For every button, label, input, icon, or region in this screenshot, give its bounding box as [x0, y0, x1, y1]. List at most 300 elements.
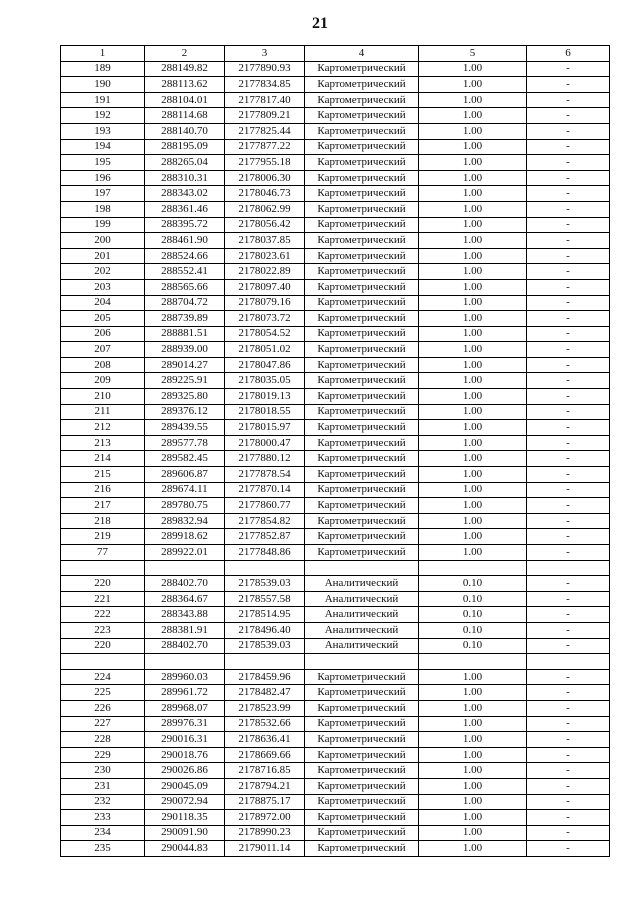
method-cell: Картометрический [305, 794, 419, 810]
point-number-cell: 215 [61, 467, 145, 483]
empty-cell [305, 654, 419, 670]
method-cell: Картометрический [305, 841, 419, 857]
method-cell: Картометрический [305, 139, 419, 155]
accuracy-cell: 1.00 [419, 716, 527, 732]
x-coordinate-cell: 288461.90 [145, 233, 225, 249]
point-number-cell: 233 [61, 810, 145, 826]
method-cell: Картометрический [305, 685, 419, 701]
point-number-cell: 229 [61, 747, 145, 763]
empty-cell [305, 560, 419, 576]
x-coordinate-cell: 288881.51 [145, 326, 225, 342]
y-coordinate-cell: 2178035.05 [225, 373, 305, 389]
accuracy-cell: 1.00 [419, 170, 527, 186]
x-coordinate-cell: 289606.87 [145, 467, 225, 483]
table-row [61, 217, 610, 233]
table-row [61, 794, 610, 810]
point-number-cell: 214 [61, 451, 145, 467]
method-cell: Картометрический [305, 716, 419, 732]
note-cell: - [527, 451, 610, 467]
point-number-cell: 202 [61, 264, 145, 280]
method-cell: Картометрический [305, 810, 419, 826]
table-row [61, 545, 610, 561]
point-number-cell: 231 [61, 778, 145, 794]
note-cell: - [527, 420, 610, 436]
method-cell: Картометрический [305, 170, 419, 186]
x-coordinate-cell: 288552.41 [145, 264, 225, 280]
note-cell: - [527, 170, 610, 186]
accuracy-cell: 1.00 [419, 233, 527, 249]
accuracy-cell: 1.00 [419, 342, 527, 358]
x-coordinate-cell: 288524.66 [145, 248, 225, 264]
x-coordinate-cell: 289976.31 [145, 716, 225, 732]
empty-cell [419, 560, 527, 576]
note-cell: - [527, 139, 610, 155]
accuracy-cell: 1.00 [419, 778, 527, 794]
table-row [61, 248, 610, 264]
accuracy-cell: 1.00 [419, 732, 527, 748]
x-coordinate-cell: 288265.04 [145, 155, 225, 171]
table-row [61, 279, 610, 295]
note-cell: - [527, 669, 610, 685]
x-coordinate-cell: 289014.27 [145, 357, 225, 373]
x-coordinate-cell: 289922.01 [145, 545, 225, 561]
x-coordinate-cell: 289582.45 [145, 451, 225, 467]
x-coordinate-cell: 290018.76 [145, 747, 225, 763]
table-row [61, 170, 610, 186]
note-cell: - [527, 201, 610, 217]
method-cell: Картометрический [305, 311, 419, 327]
accuracy-cell: 1.00 [419, 669, 527, 685]
y-coordinate-cell: 2178047.86 [225, 357, 305, 373]
accuracy-cell: 1.00 [419, 404, 527, 420]
point-number-cell: 230 [61, 763, 145, 779]
accuracy-cell: 0.10 [419, 622, 527, 638]
accuracy-cell: 1.00 [419, 513, 527, 529]
y-coordinate-cell: 2178539.03 [225, 638, 305, 654]
table-row [61, 732, 610, 748]
y-coordinate-cell: 2177860.77 [225, 498, 305, 514]
method-cell: Картометрический [305, 747, 419, 763]
table-row [61, 638, 610, 654]
method-cell: Картометрический [305, 295, 419, 311]
table-row [61, 389, 610, 405]
method-cell: Картометрический [305, 279, 419, 295]
point-number-cell: 223 [61, 622, 145, 638]
note-cell: - [527, 576, 610, 592]
accuracy-cell: 1.00 [419, 794, 527, 810]
table-row [61, 747, 610, 763]
empty-cell [527, 560, 610, 576]
table-row [61, 716, 610, 732]
table-row [61, 264, 610, 280]
method-cell: Картометрический [305, 529, 419, 545]
y-coordinate-cell: 2178459.96 [225, 669, 305, 685]
note-cell: - [527, 77, 610, 93]
note-cell: - [527, 841, 610, 857]
y-coordinate-cell: 2178015.97 [225, 420, 305, 436]
accuracy-cell: 0.10 [419, 607, 527, 623]
note-cell: - [527, 482, 610, 498]
method-cell: Картометрический [305, 92, 419, 108]
point-number-cell: 196 [61, 170, 145, 186]
x-coordinate-cell: 289780.75 [145, 498, 225, 514]
accuracy-cell: 1.00 [419, 326, 527, 342]
y-coordinate-cell: 2178514.95 [225, 607, 305, 623]
page-number: 21 [312, 15, 328, 32]
y-coordinate-cell: 2178669.66 [225, 747, 305, 763]
table-header-row [61, 46, 610, 62]
note-cell: - [527, 342, 610, 358]
method-cell: Картометрический [305, 373, 419, 389]
y-coordinate-cell: 2177825.44 [225, 123, 305, 139]
y-coordinate-cell: 2178073.72 [225, 311, 305, 327]
empty-cell [225, 654, 305, 670]
method-cell: Аналитический [305, 638, 419, 654]
note-cell: - [527, 732, 610, 748]
point-number-cell: 206 [61, 326, 145, 342]
x-coordinate-cell: 289968.07 [145, 700, 225, 716]
note-cell: - [527, 685, 610, 701]
x-coordinate-cell: 290118.35 [145, 810, 225, 826]
table-row [61, 669, 610, 685]
point-number-cell: 195 [61, 155, 145, 171]
method-cell: Картометрический [305, 498, 419, 514]
note-cell: - [527, 763, 610, 779]
method-cell: Картометрический [305, 155, 419, 171]
accuracy-cell: 1.00 [419, 279, 527, 295]
point-number-cell: 209 [61, 373, 145, 389]
y-coordinate-cell: 2178019.13 [225, 389, 305, 405]
note-cell: - [527, 825, 610, 841]
accuracy-cell: 1.00 [419, 92, 527, 108]
x-coordinate-cell: 289961.72 [145, 685, 225, 701]
table-row [61, 467, 610, 483]
x-coordinate-cell: 289918.62 [145, 529, 225, 545]
x-coordinate-cell: 288939.00 [145, 342, 225, 358]
x-coordinate-cell: 288361.46 [145, 201, 225, 217]
column-header: 3 [225, 46, 305, 62]
method-cell: Картометрический [305, 669, 419, 685]
accuracy-cell: 1.00 [419, 498, 527, 514]
table-row [61, 201, 610, 217]
y-coordinate-cell: 2177809.21 [225, 108, 305, 124]
point-number-cell: 222 [61, 607, 145, 623]
accuracy-cell: 1.00 [419, 264, 527, 280]
note-cell: - [527, 311, 610, 327]
method-cell: Аналитический [305, 576, 419, 592]
method-cell: Аналитический [305, 607, 419, 623]
accuracy-cell: 1.00 [419, 155, 527, 171]
note-cell: - [527, 264, 610, 280]
note-cell: - [527, 373, 610, 389]
column-header: 4 [305, 46, 419, 62]
y-coordinate-cell: 2177854.82 [225, 513, 305, 529]
accuracy-cell: 1.00 [419, 529, 527, 545]
method-cell: Картометрический [305, 825, 419, 841]
note-cell: - [527, 295, 610, 311]
method-cell: Картометрический [305, 123, 419, 139]
table-row [61, 311, 610, 327]
point-number-cell: 208 [61, 357, 145, 373]
y-coordinate-cell: 2178051.02 [225, 342, 305, 358]
table-row [61, 155, 610, 171]
x-coordinate-cell: 290045.09 [145, 778, 225, 794]
note-cell: - [527, 467, 610, 483]
method-cell: Картометрический [305, 264, 419, 280]
x-coordinate-cell: 288343.88 [145, 607, 225, 623]
y-coordinate-cell: 2177878.54 [225, 467, 305, 483]
point-number-cell: 205 [61, 311, 145, 327]
x-coordinate-cell: 289376.12 [145, 404, 225, 420]
point-number-cell: 225 [61, 685, 145, 701]
note-cell: - [527, 545, 610, 561]
note-cell: - [527, 92, 610, 108]
accuracy-cell: 1.00 [419, 467, 527, 483]
y-coordinate-cell: 2178990.23 [225, 825, 305, 841]
note-cell: - [527, 155, 610, 171]
method-cell: Картометрический [305, 342, 419, 358]
table-row [61, 576, 610, 592]
y-coordinate-cell: 2177870.14 [225, 482, 305, 498]
table-row [61, 373, 610, 389]
accuracy-cell: 1.00 [419, 700, 527, 716]
accuracy-cell: 1.00 [419, 763, 527, 779]
y-coordinate-cell: 2178022.89 [225, 264, 305, 280]
coordinates-table [60, 45, 610, 857]
table-row [61, 77, 610, 93]
method-cell: Картометрический [305, 700, 419, 716]
y-coordinate-cell: 2178037.85 [225, 233, 305, 249]
x-coordinate-cell: 289674.11 [145, 482, 225, 498]
point-number-cell: 200 [61, 233, 145, 249]
method-cell: Картометрический [305, 357, 419, 373]
point-number-cell: 211 [61, 404, 145, 420]
note-cell: - [527, 529, 610, 545]
point-number-cell: 191 [61, 92, 145, 108]
x-coordinate-cell: 288149.82 [145, 61, 225, 77]
table-row [61, 404, 610, 420]
table-row [61, 61, 610, 77]
y-coordinate-cell: 2178000.47 [225, 435, 305, 451]
x-coordinate-cell: 289577.78 [145, 435, 225, 451]
point-number-cell: 203 [61, 279, 145, 295]
empty-cell [527, 654, 610, 670]
method-cell: Картометрический [305, 326, 419, 342]
accuracy-cell: 1.00 [419, 841, 527, 857]
method-cell: Картометрический [305, 108, 419, 124]
y-coordinate-cell: 2178062.99 [225, 201, 305, 217]
table-row [61, 186, 610, 202]
table-row [61, 778, 610, 794]
x-coordinate-cell: 288739.89 [145, 311, 225, 327]
table-row [61, 326, 610, 342]
point-number-cell: 197 [61, 186, 145, 202]
table-row [61, 342, 610, 358]
x-coordinate-cell: 288364.67 [145, 591, 225, 607]
accuracy-cell: 1.00 [419, 123, 527, 139]
y-coordinate-cell: 2178636.41 [225, 732, 305, 748]
section-separator-row [61, 654, 610, 670]
accuracy-cell: 1.00 [419, 139, 527, 155]
method-cell: Аналитический [305, 591, 419, 607]
empty-cell [225, 560, 305, 576]
x-coordinate-cell: 290026.86 [145, 763, 225, 779]
x-coordinate-cell: 288565.66 [145, 279, 225, 295]
x-coordinate-cell: 288395.72 [145, 217, 225, 233]
accuracy-cell: 0.10 [419, 591, 527, 607]
x-coordinate-cell: 288402.70 [145, 638, 225, 654]
accuracy-cell: 1.00 [419, 311, 527, 327]
point-number-cell: 218 [61, 513, 145, 529]
table-row [61, 498, 610, 514]
y-coordinate-cell: 2178056.42 [225, 217, 305, 233]
y-coordinate-cell: 2178054.52 [225, 326, 305, 342]
empty-cell [145, 560, 225, 576]
y-coordinate-cell: 2177834.85 [225, 77, 305, 93]
note-cell: - [527, 61, 610, 77]
point-number-cell: 192 [61, 108, 145, 124]
x-coordinate-cell: 288704.72 [145, 295, 225, 311]
note-cell: - [527, 357, 610, 373]
accuracy-cell: 1.00 [419, 373, 527, 389]
method-cell: Картометрический [305, 248, 419, 264]
point-number-cell: 226 [61, 700, 145, 716]
point-number-cell: 207 [61, 342, 145, 358]
note-cell: - [527, 591, 610, 607]
table-row [61, 763, 610, 779]
point-number-cell: 232 [61, 794, 145, 810]
accuracy-cell: 1.00 [419, 248, 527, 264]
table-row [61, 482, 610, 498]
accuracy-cell: 1.00 [419, 295, 527, 311]
column-header: 1 [61, 46, 145, 62]
table-row [61, 825, 610, 841]
table-row [61, 607, 610, 623]
method-cell: Картометрический [305, 778, 419, 794]
note-cell: - [527, 498, 610, 514]
accuracy-cell: 1.00 [419, 389, 527, 405]
y-coordinate-cell: 2177848.86 [225, 545, 305, 561]
x-coordinate-cell: 290091.90 [145, 825, 225, 841]
point-number-cell: 228 [61, 732, 145, 748]
note-cell: - [527, 716, 610, 732]
note-cell: - [527, 700, 610, 716]
point-number-cell: 220 [61, 576, 145, 592]
x-coordinate-cell: 288114.68 [145, 108, 225, 124]
accuracy-cell: 0.10 [419, 576, 527, 592]
table-row [61, 513, 610, 529]
table-row [61, 139, 610, 155]
point-number-cell: 234 [61, 825, 145, 841]
x-coordinate-cell: 288104.01 [145, 92, 225, 108]
accuracy-cell: 1.00 [419, 201, 527, 217]
point-number-cell: 220 [61, 638, 145, 654]
x-coordinate-cell: 288113.62 [145, 77, 225, 93]
x-coordinate-cell: 289439.55 [145, 420, 225, 436]
y-coordinate-cell: 2177890.93 [225, 61, 305, 77]
point-number-cell: 190 [61, 77, 145, 93]
method-cell: Картометрический [305, 404, 419, 420]
empty-cell [145, 654, 225, 670]
note-cell: - [527, 513, 610, 529]
note-cell: - [527, 607, 610, 623]
note-cell: - [527, 389, 610, 405]
x-coordinate-cell: 290016.31 [145, 732, 225, 748]
column-header: 5 [419, 46, 527, 62]
note-cell: - [527, 404, 610, 420]
method-cell: Картометрический [305, 763, 419, 779]
table-row [61, 622, 610, 638]
empty-cell [61, 654, 145, 670]
point-number-cell: 204 [61, 295, 145, 311]
point-number-cell: 189 [61, 61, 145, 77]
y-coordinate-cell: 2178097.40 [225, 279, 305, 295]
accuracy-cell: 1.00 [419, 825, 527, 841]
table-row [61, 700, 610, 716]
note-cell: - [527, 248, 610, 264]
y-coordinate-cell: 2178972.00 [225, 810, 305, 826]
table-row [61, 529, 610, 545]
table-row [61, 685, 610, 701]
point-number-cell: 216 [61, 482, 145, 498]
column-header: 2 [145, 46, 225, 62]
y-coordinate-cell: 2178023.61 [225, 248, 305, 264]
y-coordinate-cell: 2178794.21 [225, 778, 305, 794]
x-coordinate-cell: 288195.09 [145, 139, 225, 155]
method-cell: Картометрический [305, 732, 419, 748]
method-cell: Картометрический [305, 186, 419, 202]
x-coordinate-cell: 289832.94 [145, 513, 225, 529]
method-cell: Картометрический [305, 77, 419, 93]
accuracy-cell: 1.00 [419, 685, 527, 701]
y-coordinate-cell: 2178496.40 [225, 622, 305, 638]
note-cell: - [527, 778, 610, 794]
x-coordinate-cell: 290044.83 [145, 841, 225, 857]
point-number-cell: 199 [61, 217, 145, 233]
point-number-cell: 212 [61, 420, 145, 436]
point-number-cell: 221 [61, 591, 145, 607]
method-cell: Картометрический [305, 61, 419, 77]
y-coordinate-cell: 2178875.17 [225, 794, 305, 810]
method-cell: Картометрический [305, 467, 419, 483]
accuracy-cell: 1.00 [419, 217, 527, 233]
table-row [61, 841, 610, 857]
method-cell: Картометрический [305, 482, 419, 498]
y-coordinate-cell: 2177955.18 [225, 155, 305, 171]
table-row [61, 451, 610, 467]
point-number-cell: 235 [61, 841, 145, 857]
accuracy-cell: 1.00 [419, 747, 527, 763]
x-coordinate-cell: 289960.03 [145, 669, 225, 685]
point-number-cell: 193 [61, 123, 145, 139]
y-coordinate-cell: 2178006.30 [225, 170, 305, 186]
accuracy-cell: 1.00 [419, 435, 527, 451]
x-coordinate-cell: 289225.91 [145, 373, 225, 389]
x-coordinate-cell: 288381.91 [145, 622, 225, 638]
x-coordinate-cell: 289325.80 [145, 389, 225, 405]
method-cell: Картометрический [305, 389, 419, 405]
note-cell: - [527, 233, 610, 249]
y-coordinate-cell: 2178018.55 [225, 404, 305, 420]
y-coordinate-cell: 2177877.22 [225, 139, 305, 155]
y-coordinate-cell: 2178532.66 [225, 716, 305, 732]
x-coordinate-cell: 288402.70 [145, 576, 225, 592]
point-number-cell: 194 [61, 139, 145, 155]
method-cell: Картометрический [305, 420, 419, 436]
y-coordinate-cell: 2179011.14 [225, 841, 305, 857]
method-cell: Аналитический [305, 622, 419, 638]
note-cell: - [527, 279, 610, 295]
